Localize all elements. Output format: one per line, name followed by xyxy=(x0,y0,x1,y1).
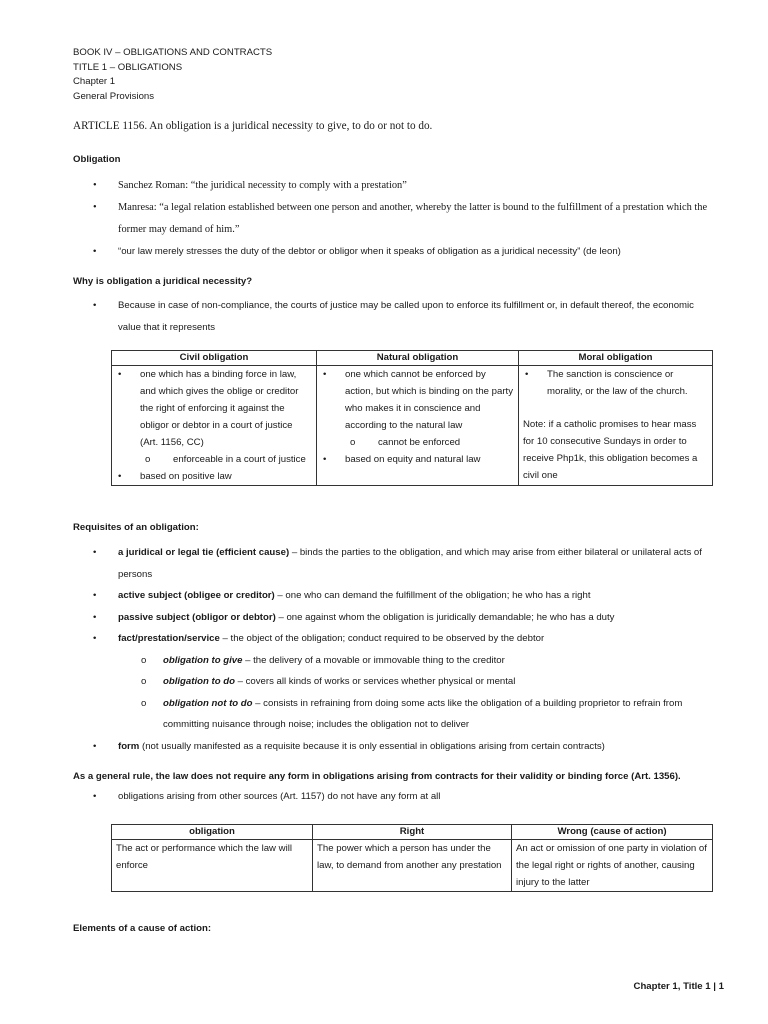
table-cell: An act or omission of one party in violation of the legal right or rights of another, causing injury to the latter xyxy=(512,840,713,892)
list-item: • one which cannot be enforced by action, but which is binding on the party who makes it in conscience and according to the natural law xyxy=(321,366,514,434)
general-rule: As a general rule, the law does not require any form in obligations arising from contracts for their validity or binding force (Art. 1356). xyxy=(73,771,681,782)
moral-obligation-cell xyxy=(519,366,713,486)
table-header: obligation xyxy=(112,825,313,840)
obligation-right-wrong-table xyxy=(111,824,713,892)
obligation-types-table xyxy=(111,350,713,486)
bullet-icon: • xyxy=(93,611,97,623)
book-line: BOOK IV – OBLIGATIONS AND CONTRACTS xyxy=(73,47,273,58)
other-sources-item: • obligations arising from other sources (Art. 1157) do not have any form at all xyxy=(93,791,441,802)
table-cell: The act or performance which the law will enforce xyxy=(112,840,313,892)
obligation-heading: Obligation xyxy=(73,154,121,165)
table-header: Civil obligation xyxy=(112,351,317,366)
document-header xyxy=(73,46,713,104)
article-1156: ARTICLE 1156. An obligation is a juridical necessity to give, to do or not to do. xyxy=(73,120,433,132)
bullet-icon: • xyxy=(323,369,327,380)
title-line: TITLE 1 – OBLIGATIONS xyxy=(73,61,183,73)
bullet-icon: • xyxy=(93,180,97,191)
requisites-list xyxy=(73,542,713,757)
table-header: Wrong (cause of action) xyxy=(512,825,713,840)
why-heading: Why is obligation a juridical necessity? xyxy=(73,276,253,287)
list-item: o enforceable in a court of justice xyxy=(116,451,312,468)
bullet-icon: • xyxy=(525,369,529,380)
requisite-item: • a juridical or legal tie (efficient cause) – binds the parties to the obligation, and which may arise from either bilateral or unilateral acts of persons xyxy=(73,542,713,585)
page-footer: Chapter 1, Title 1 | 1 xyxy=(633,981,724,992)
bullet-icon: • xyxy=(323,454,327,465)
natural-obligation-cell xyxy=(317,366,519,486)
bullet-icon: • xyxy=(118,369,122,380)
sub-bullet-icon: o xyxy=(145,454,151,465)
table-header: Moral obligation xyxy=(519,351,713,366)
requisite-item: • active subject (obligee or creditor) – one who can demand the fulfillment of the obligation; he who has a right xyxy=(73,585,713,607)
bullet-icon: • xyxy=(118,471,122,482)
sub-bullet-icon: o xyxy=(141,697,147,709)
bullet-icon: • xyxy=(93,246,97,257)
moral-note: Note: if a catholic promises to hear mass for 10 consecutive Sundays in order to receive Php1k, this obligation becomes a civil one xyxy=(523,419,698,481)
elements-heading: Elements of a cause of action: xyxy=(73,923,212,934)
list-item: • The sanction is conscience or morality, or the law of the church. xyxy=(523,366,708,400)
list-item: o cannot be enforced xyxy=(321,434,514,451)
chapter-line: Chapter 1 xyxy=(73,76,116,87)
requisite-item: • passive subject (obligor or debtor) – one against whom the obligation is juridically demandable; he who has a duty xyxy=(73,607,713,629)
bullet-icon: • xyxy=(93,740,97,752)
bullet-icon: • xyxy=(93,633,97,644)
sub-bullet-icon: o xyxy=(141,676,147,687)
section-line: General Provisions xyxy=(73,90,155,102)
list-item: • based on positive law xyxy=(116,468,312,485)
prestation-kind-item: o obligation not to do – consists in refraining from doing some acts like the obligation of a building proprietor to refrain from committing nuisance through noise; includes the obligation not to deliver xyxy=(73,693,713,736)
bullet-icon: • xyxy=(93,590,97,601)
requisites-heading: Requisites of an obligation: xyxy=(73,522,199,533)
table-cell: The power which a person has under the law, to demand from another any prestation xyxy=(313,840,512,892)
list-item: • one which has a binding force in law, and which gives the oblige or creditor the right of enforcing it against the obligor or debtor in a court of justice (Art. 1156, CC) xyxy=(116,366,312,451)
bullet-icon: • xyxy=(93,791,97,802)
document-page xyxy=(73,46,713,934)
bullet-icon: • xyxy=(93,300,97,311)
definition-item: • Manresa: “a legal relation established between one person and another, whereby the latter is bound to the fulfillment of a prestation which the former may demand of him.” xyxy=(73,197,713,241)
definition-item: • “our law merely stresses the duty of the debtor or obligor when it speaks of obligation as a juridical necessity” (de leon) xyxy=(73,241,713,263)
requisite-item: • form (not usually manifested as a requisite because it is only essential in obligations arising from certain contracts) xyxy=(73,736,713,758)
prestation-kind-item: o obligation to give – the delivery of a movable or immovable thing to the creditor xyxy=(73,650,713,672)
requisite-item: • fact/prestation/service – the object of the obligation; conduct required to be observed by the debtor xyxy=(73,628,713,650)
bullet-icon: • xyxy=(93,547,97,558)
why-item: • Because in case of non-compliance, the courts of justice may be called upon to enforce its fulfillment or, in default thereof, the economic value that it represents xyxy=(73,295,713,339)
table-header: Natural obligation xyxy=(317,351,519,366)
obligation-definitions xyxy=(73,175,713,263)
definition-item: • Sanchez Roman: “the juridical necessity to comply with a prestation” xyxy=(73,175,713,197)
list-item: • based on equity and natural law xyxy=(321,451,514,468)
civil-obligation-cell xyxy=(112,366,317,486)
sub-bullet-icon: o xyxy=(141,654,147,666)
bullet-icon: • xyxy=(93,202,97,213)
table-header: Right xyxy=(313,825,512,840)
sub-bullet-icon: o xyxy=(350,437,356,448)
prestation-kind-item: o obligation to do – covers all kinds of works or services whether physical or mental xyxy=(73,671,713,693)
